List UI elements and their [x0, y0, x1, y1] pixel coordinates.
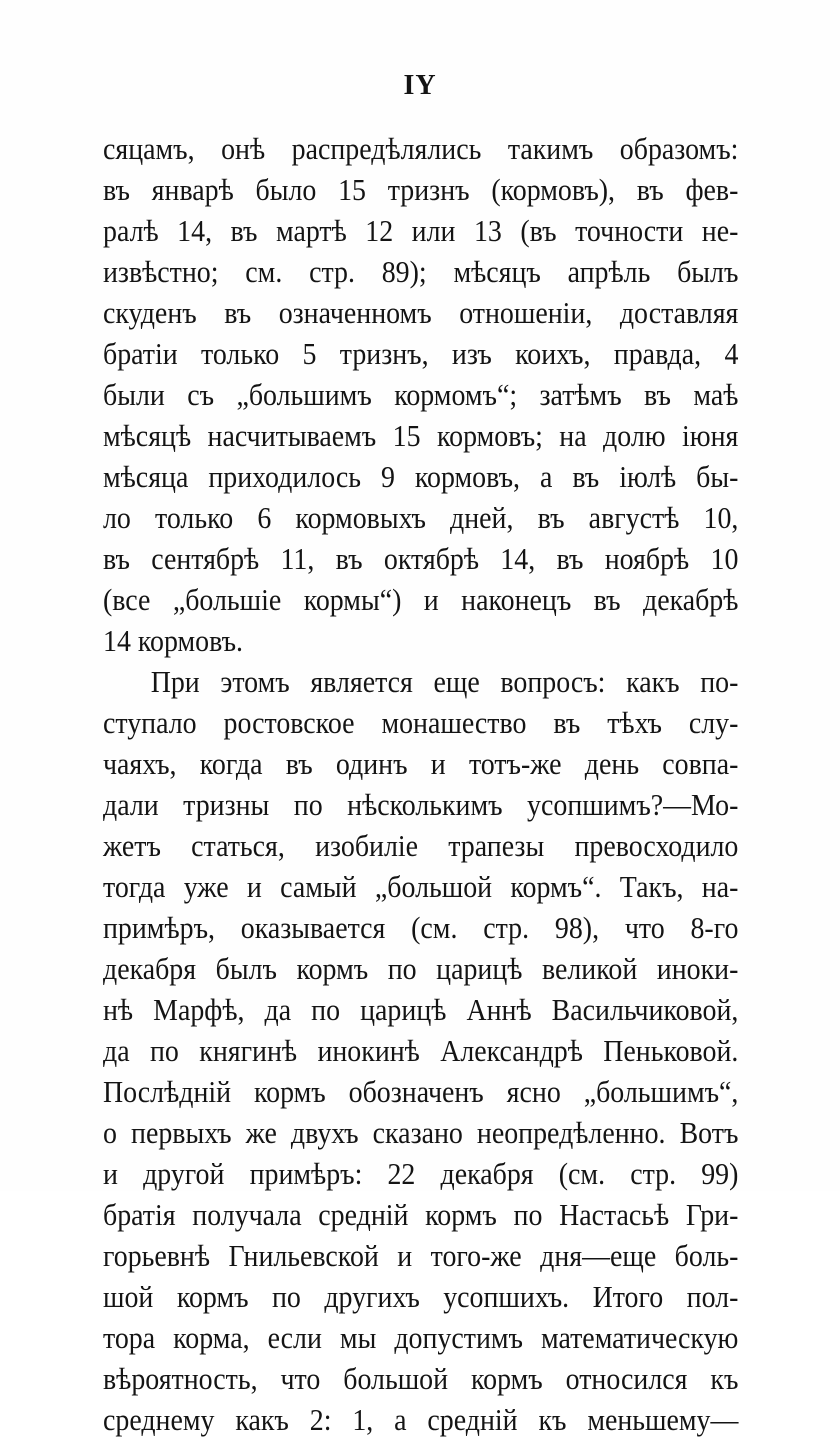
- text-line: въ январѣ было 15 тризнъ (кормовъ), въ фев-: [103, 172, 739, 207]
- text-line: извѣстно; см. стр. 89); мѣсяцъ апрѣль былъ: [103, 254, 739, 289]
- text-line: братія получала средній кормъ по Настасьѣ Гри-: [103, 1197, 739, 1232]
- text-line: тора корма, если мы допустимъ математическую: [103, 1320, 739, 1355]
- text-line: чаяхъ, когда въ одинъ и тотъ-же день совпа-: [103, 746, 739, 781]
- text-line: среднему какъ 2: 1, а средній къ меньшему—: [103, 1402, 739, 1437]
- text-line: примѣръ, оказывается (см. стр. 98), что 8-го: [103, 910, 739, 945]
- text-line: сяцамъ, онѣ распредѣлялись такимъ образомъ:: [103, 131, 739, 166]
- text-line: были съ „большимъ кормомъ“; затѣмъ въ маѣ: [103, 377, 739, 412]
- text-line: и другой примѣръ: 22 декабря (см. стр. 99): [103, 1156, 739, 1191]
- text-line: декабря былъ кормъ по царицѣ великой иноки-: [103, 951, 739, 986]
- text-line: Послѣдній кормъ обозначенъ ясно „большимъ“,: [103, 1074, 739, 1109]
- text-line: нѣ Марфѣ, да по царицѣ Аннѣ Васильчиковой,: [103, 992, 739, 1027]
- text-line: ло только 6 кормовыхъ дней, въ августѣ 10,: [103, 500, 739, 535]
- text-line: дали тризны по нѣсколькимъ усопшимъ?—Мо-: [103, 787, 739, 822]
- text-line: (все „большіе кормы“) и наконецъ въ декабрѣ: [103, 582, 739, 617]
- text-line: ралѣ 14, въ мартѣ 12 или 13 (въ точности не-: [103, 213, 739, 248]
- text-line: горьевнѣ Гнильевской и того-же дня—еще боль-: [103, 1238, 739, 1273]
- text-line: тогда уже и самый „большой кормъ“. Такъ, на-: [103, 869, 739, 904]
- text-line: братіи только 5 тризнъ, изъ коихъ, правда, 4: [103, 336, 739, 371]
- text-line: о первыхъ же двухъ сказано неопредѣленно. Вотъ: [103, 1115, 739, 1150]
- text-line: ступало ростовское монашество въ тѣхъ слу-: [103, 705, 739, 740]
- text-line: вѣроятность, что большой кормъ относился къ: [103, 1361, 739, 1396]
- text-line: въ сентябрѣ 11, въ октябрѣ 14, въ ноябрѣ 10: [103, 541, 739, 576]
- paragraph-first-line: При этомъ является еще вопросъ: какъ по-: [150, 664, 739, 699]
- text-line: скуденъ въ означенномъ отношеніи, доставляя: [103, 295, 739, 330]
- text-line: да по княгинѣ инокинѣ Александрѣ Пеньковой.: [103, 1033, 739, 1068]
- paragraph-last-line: 14 кормовъ.: [103, 623, 243, 658]
- page-number: IY: [403, 70, 437, 101]
- text-line: мѣсяца приходилось 9 кормовъ, а въ іюлѣ бы-: [103, 459, 739, 494]
- text-line: мѣсяцѣ насчитываемъ 15 кормовъ; на долю іюня: [103, 418, 739, 453]
- body-text: [103, 128, 739, 1440]
- text-line: шой кормъ по другихъ усопшихъ. Итого пол-: [103, 1279, 739, 1314]
- text-line: жетъ статься, изобиліе трапезы превосходило: [103, 828, 739, 863]
